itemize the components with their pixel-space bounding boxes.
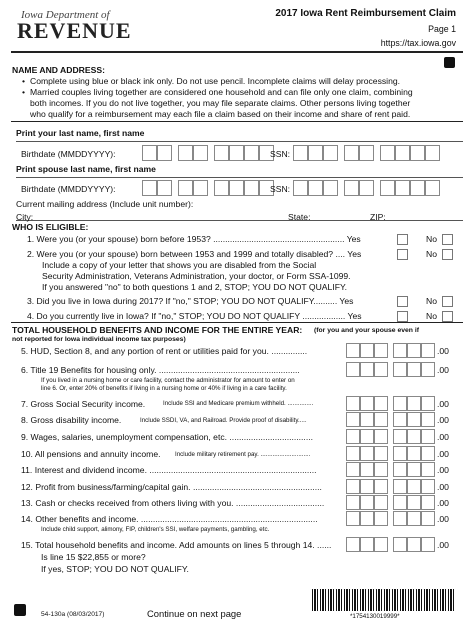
amount-digit-box[interactable] [346, 429, 360, 444]
barcode-text: *1754130019999* [350, 613, 400, 620]
amount-digit-box[interactable] [374, 412, 388, 427]
barcode [312, 589, 456, 611]
income-line-6: 6. Title 19 Benefits for housing only. ........................................................... [21, 365, 300, 375]
amount-digit-box[interactable] [407, 479, 421, 494]
cents-label: .00 [437, 482, 449, 492]
amount-digit-box[interactable] [393, 537, 407, 552]
digit-box[interactable] [178, 145, 193, 161]
city-label: City: [16, 212, 34, 222]
amount-digit-box[interactable] [374, 362, 388, 377]
cents-label: .00 [437, 432, 449, 442]
digit-box[interactable] [157, 180, 172, 196]
instruction-text: both incomes. If you do not live together, you may file separate claims. Other persons living together [30, 98, 411, 108]
line-14-note: Include child support, alimony, FIP, children's SSI, welfare payments, gambling, etc. [41, 526, 270, 533]
cents-label: .00 [437, 498, 449, 508]
q4-no-checkbox[interactable] [442, 311, 453, 322]
eligibility-question-4: 4. Do you currently live in Iowa? If "no," STOP; YOU DO NOT QUALIFY .................. Yes [27, 311, 362, 321]
digit-box[interactable] [380, 145, 395, 161]
instruction-text: who qualify for a reimbursement may each file a claim based on their income and share of rent paid. [30, 109, 411, 119]
section-heading-income: TOTAL HOUSEHOLD BENEFITS AND INCOME FOR THE ENTIRE YEAR: [12, 325, 303, 335]
amount-digit-box[interactable] [421, 511, 435, 526]
applicant-name-field[interactable] [16, 141, 463, 142]
digit-box[interactable] [229, 180, 244, 196]
digit-box[interactable] [359, 180, 374, 196]
line-15-stop-note: If yes, STOP; YOU DO NOT QUALIFY. [41, 564, 189, 574]
continue-note: Continue on next page [147, 608, 242, 619]
digit-box[interactable] [395, 145, 410, 161]
amount-digit-box[interactable] [346, 396, 360, 411]
amount-digit-box[interactable] [346, 362, 360, 377]
income-line-9: 9. Wages, salaries, unemployment compensation, etc. ................................... [21, 432, 313, 442]
digit-box[interactable] [142, 180, 157, 196]
amount-digit-box[interactable] [393, 429, 407, 444]
amount-digit-box[interactable] [393, 511, 407, 526]
amount-digit-box[interactable] [407, 446, 421, 461]
amount-digit-box[interactable] [374, 446, 388, 461]
amount-digit-box[interactable] [360, 396, 374, 411]
line-7-note: Include SSI and Medicare premium withheld. ............... [163, 400, 314, 407]
digit-box[interactable] [293, 145, 308, 161]
amount-digit-box[interactable] [346, 412, 360, 427]
digit-box[interactable] [308, 145, 323, 161]
amount-digit-box[interactable] [374, 396, 388, 411]
cents-label: .00 [437, 449, 449, 459]
amount-digit-box[interactable] [360, 343, 374, 358]
digit-box[interactable] [323, 145, 338, 161]
income-heading-note: not reported for Iowa individual income tax purposes) [12, 336, 186, 343]
income-line-7: 7. Gross Social Security income. [21, 399, 146, 409]
q3-yes-checkbox[interactable] [397, 296, 408, 307]
income-line-5: 5. HUD, Section 8, and any portion of rent or utilities paid for you. ............... [21, 346, 308, 356]
q2-yes-checkbox[interactable] [397, 249, 408, 260]
page-number: Page 1 [428, 24, 456, 34]
digit-box[interactable] [395, 180, 410, 196]
amount-digit-box[interactable] [374, 479, 388, 494]
line-10-note: Include military retirement pay. ............................. [175, 451, 311, 458]
digit-box[interactable] [410, 180, 425, 196]
digit-box[interactable] [214, 180, 229, 196]
amount-digit-box[interactable] [407, 511, 421, 526]
amount-digit-box[interactable] [346, 537, 360, 552]
income-line-14: 14. Other benefits and income. .......................................................................... [21, 514, 318, 524]
q2-instruction: Security Administration, Veterans Administration, your doctor, or Form SSA-1099. [42, 271, 351, 281]
applicant-name-label: Print your last name, first name [16, 128, 145, 138]
cents-label: .00 [437, 540, 449, 550]
no-label: No [426, 296, 437, 306]
amount-digit-box[interactable] [346, 495, 360, 510]
line-8-note: Include SSDI, VA, and Railroad. Provide proof of disability..... [140, 417, 307, 424]
amount-digit-box[interactable] [346, 462, 360, 477]
amount-digit-box[interactable] [393, 462, 407, 477]
digit-box[interactable] [178, 180, 193, 196]
amount-digit-box[interactable] [421, 479, 435, 494]
amount-digit-box[interactable] [421, 537, 435, 552]
amount-digit-box[interactable] [374, 511, 388, 526]
digit-box[interactable] [244, 145, 259, 161]
no-label: No [426, 311, 437, 321]
agency-logo-text: REVENUE [17, 18, 132, 43]
cents-label: .00 [437, 399, 449, 409]
amount-digit-box[interactable] [407, 495, 421, 510]
amount-digit-box[interactable] [374, 462, 388, 477]
cents-label: .00 [437, 365, 449, 375]
spouse-name-field[interactable] [16, 177, 463, 178]
section-heading-name-address: NAME AND ADDRESS: [12, 65, 105, 75]
digit-box[interactable] [344, 145, 359, 161]
section-heading-eligible: WHO IS ELIGIBLE: [12, 222, 89, 232]
amount-digit-box[interactable] [393, 446, 407, 461]
amount-digit-box[interactable] [374, 495, 388, 510]
birthdate-label: Birthdate (MMDDYYYY): [21, 149, 116, 159]
amount-digit-box[interactable] [407, 362, 421, 377]
amount-digit-box[interactable] [346, 511, 360, 526]
zip-label: ZIP: [370, 212, 386, 222]
amount-digit-box[interactable] [374, 429, 388, 444]
website-url[interactable]: https://tax.iowa.gov [380, 38, 456, 48]
spouse-name-label: Print spouse last name, first name [16, 164, 156, 174]
form-title: 2017 Iowa Rent Reimbursement Claim [275, 8, 456, 19]
amount-digit-box[interactable] [421, 343, 435, 358]
q2-stop-note: If you answered "no" to both questions 1 and 2, STOP; YOU DO NOT QUALIFY. [42, 282, 347, 292]
digit-box[interactable] [425, 180, 440, 196]
no-label: No [426, 249, 437, 259]
digit-box[interactable] [214, 145, 229, 161]
amount-digit-box[interactable] [393, 362, 407, 377]
digit-box[interactable] [193, 145, 208, 161]
digit-box[interactable] [157, 145, 172, 161]
line-6-note: If you lived in a nursing home or care facility, contact the administrator for amount to enter on [41, 377, 295, 384]
eligibility-question-2: 2. Were you (or your spouse) born between 1953 and 1999 and totally disabled? .... Yes [27, 249, 362, 259]
amount-digit-box[interactable] [393, 412, 407, 427]
state-label: State: [288, 212, 311, 222]
amount-digit-box[interactable] [407, 396, 421, 411]
q2-no-checkbox[interactable] [442, 249, 453, 260]
digit-box[interactable] [142, 145, 157, 161]
digit-box[interactable] [380, 180, 395, 196]
instruction-bullet: • Complete using blue or black ink only. Do not use pencil. Incomplete claims will delay processing. [30, 76, 400, 86]
registration-mark [444, 57, 455, 68]
registration-mark [14, 604, 26, 616]
amount-digit-box[interactable] [393, 396, 407, 411]
amount-digit-box[interactable] [360, 462, 374, 477]
amount-digit-box[interactable] [421, 429, 435, 444]
spouse-birthdate-label: Birthdate (MMDDYYYY): [21, 184, 116, 194]
amount-digit-box[interactable] [360, 412, 374, 427]
digit-box[interactable] [244, 180, 259, 196]
digit-box[interactable] [323, 180, 338, 196]
mailing-address-label: Current mailing address (Include unit number): [16, 199, 194, 209]
q1-no-checkbox[interactable] [442, 234, 453, 245]
amount-digit-box[interactable] [421, 462, 435, 477]
digit-box[interactable] [410, 145, 425, 161]
income-line-15: 15. Total household benefits and income. Add amounts on lines 5 through 14. ...... [21, 540, 332, 550]
digit-box[interactable] [229, 145, 244, 161]
line-6-note: line 6. Or, enter 20% of benefits if living in a nursing home or 40% if living in a care facility. [41, 385, 287, 392]
digit-box[interactable] [308, 180, 323, 196]
instruction-bullet: • Married couples living together are considered one household and can file only one claim, combining [30, 87, 413, 97]
amount-digit-box[interactable] [407, 537, 421, 552]
digit-box[interactable] [425, 145, 440, 161]
cents-label: .00 [437, 346, 449, 356]
q2-instruction: Include a copy of your letter that shows you are disabled from the Social [42, 260, 317, 270]
department-label: Iowa Department of [21, 9, 110, 21]
income-line-10: 10. All pensions and annuity income. [21, 449, 161, 459]
form-id: 54-130a (08/03/2017) [41, 611, 105, 618]
amount-digit-box[interactable] [374, 537, 388, 552]
amount-digit-box[interactable] [407, 462, 421, 477]
no-label: No [426, 234, 437, 244]
ssn-label: SSN: [270, 149, 291, 159]
q3-no-checkbox[interactable] [442, 296, 453, 307]
amount-digit-box[interactable] [360, 511, 374, 526]
amount-digit-box[interactable] [360, 446, 374, 461]
amount-digit-box[interactable] [346, 343, 360, 358]
digit-box[interactable] [193, 180, 208, 196]
header-divider [11, 51, 463, 53]
amount-digit-box[interactable] [346, 446, 360, 461]
amount-digit-box[interactable] [407, 429, 421, 444]
q1-yes-checkbox[interactable] [397, 234, 408, 245]
income-line-8: 8. Gross disability income. [21, 415, 122, 425]
amount-digit-box[interactable] [360, 362, 374, 377]
line-15-question: Is line 15 $22,855 or more? [41, 552, 146, 562]
amount-digit-box[interactable] [421, 495, 435, 510]
q4-yes-checkbox[interactable] [397, 311, 408, 322]
amount-digit-box[interactable] [421, 446, 435, 461]
amount-digit-box[interactable] [407, 343, 421, 358]
digit-box[interactable] [344, 180, 359, 196]
spouse-ssn-label: SSN: [270, 184, 291, 194]
income-heading-note: (for you and your spouse even if [314, 327, 419, 334]
section-divider [11, 322, 463, 323]
amount-digit-box[interactable] [393, 495, 407, 510]
income-line-12: 12. Profit from business/farming/capital gain. ...................................................... [21, 482, 322, 492]
amount-digit-box[interactable] [360, 495, 374, 510]
amount-digit-box[interactable] [346, 479, 360, 494]
eligibility-question-3: 3. Did you live in Iowa during 2017? If "no," STOP; YOU DO NOT QUALIFY.......... Yes [27, 296, 354, 306]
digit-box[interactable] [359, 145, 374, 161]
amount-digit-box[interactable] [421, 362, 435, 377]
digit-box[interactable] [293, 180, 308, 196]
income-line-13: 13. Cash or checks received from others living with you. ..................................... [21, 498, 325, 508]
income-line-11: 11. Interest and dividend income. ...................................................................... [21, 465, 317, 475]
amount-digit-box[interactable] [360, 429, 374, 444]
amount-digit-box[interactable] [421, 412, 435, 427]
amount-digit-box[interactable] [360, 479, 374, 494]
amount-digit-box[interactable] [421, 396, 435, 411]
mailing-address-field[interactable] [16, 220, 463, 221]
amount-digit-box[interactable] [360, 537, 374, 552]
amount-digit-box[interactable] [393, 343, 407, 358]
amount-digit-box[interactable] [374, 343, 388, 358]
section-divider [11, 121, 463, 122]
amount-digit-box[interactable] [393, 479, 407, 494]
eligibility-question-1: 1. Were you (or your spouse) born before 1953? ....................................................... Yes [27, 234, 361, 244]
cents-label: .00 [437, 465, 449, 475]
cents-label: .00 [437, 415, 449, 425]
cents-label: .00 [437, 514, 449, 524]
amount-digit-box[interactable] [407, 412, 421, 427]
